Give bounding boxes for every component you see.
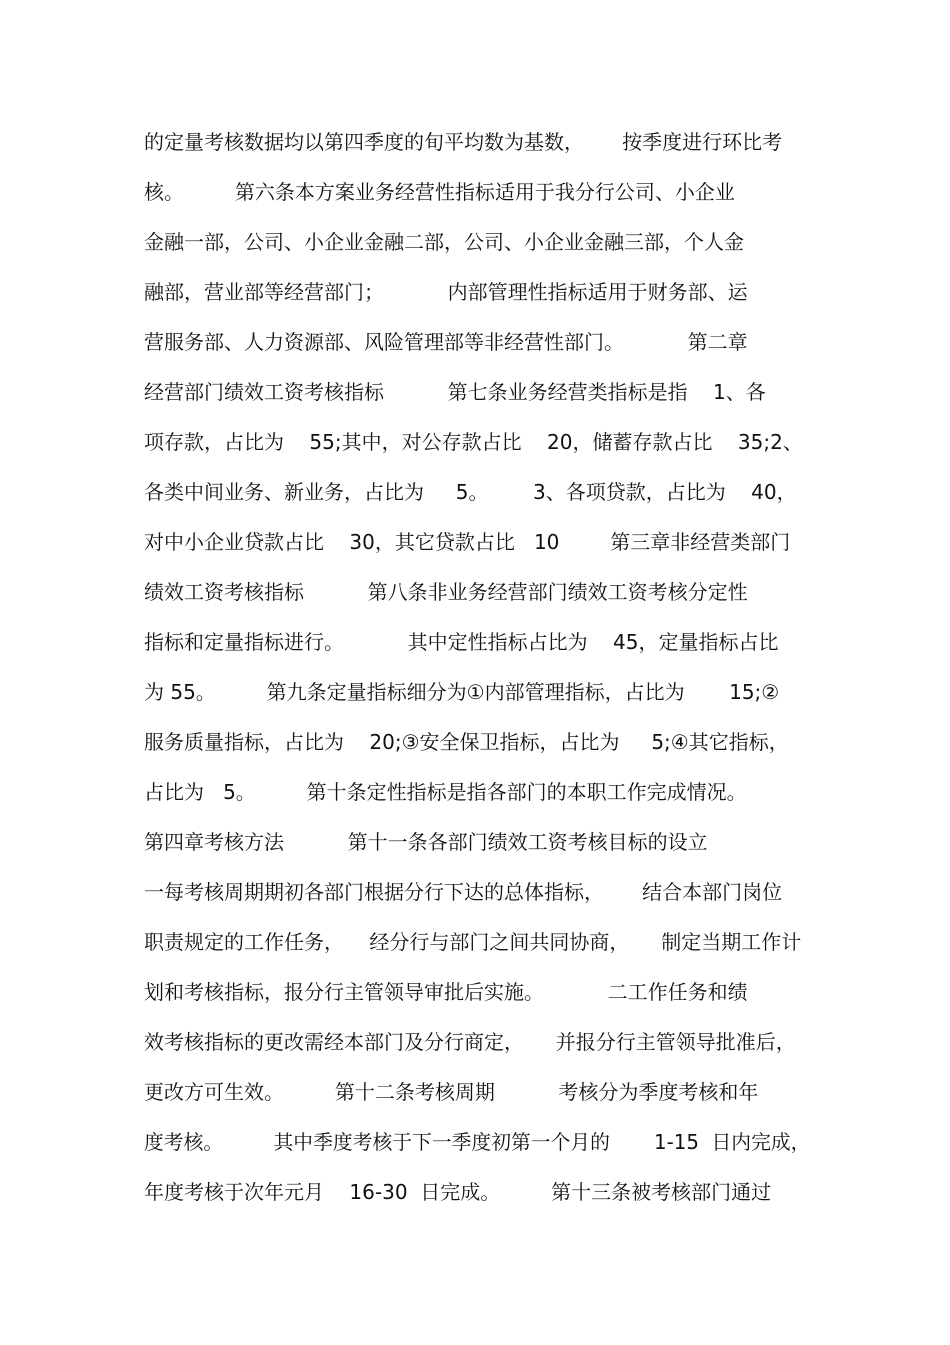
text-line: 对中小企业贷款占比 30，其它贷款占比 10 第三章非经营类部门 xyxy=(144,530,791,554)
text-line: 服务质量指标，占比为 20;③安全保卫指标，占比为 5;④其它指标， xyxy=(144,730,789,754)
text-line: 融部，营业部等经营部门； 内部管理性指标适用于财务部、运 xyxy=(144,280,748,304)
text-line: 为 55。 第九条定量指标细分为①内部管理指标，占比为 15;② xyxy=(144,680,780,704)
text-line: 划和考核指标，报分行主管领导审批后实施。 二工作任务和绩 xyxy=(144,980,748,1004)
text-line: 更改方可生效。 第十二条考核周期 考核分为季度考核和年 xyxy=(144,1080,759,1104)
text-line: 营服务部、人力资源部、风险管理部等非经营性部门。 第二章 xyxy=(144,330,748,354)
text-line: 指标和定量指标进行。 其中定性指标占比为 45，定量指标占比 xyxy=(144,630,779,654)
text-line: 效考核指标的更改需经本部门及分行商定， 并报分行主管领导批准后， xyxy=(144,1030,796,1054)
text-line: 一每考核周期期初各部门根据分行下达的总体指标， 结合本部门岗位 xyxy=(144,880,783,904)
text-line: 年度考核于次年元月 16-30 日完成。 第十三条被考核部门通过 xyxy=(144,1180,772,1204)
text-line: 项存款，占比为 55;其中，对公存款占比 20，储蓄存款占比 35;2、 xyxy=(144,430,803,454)
text-line: 第四章考核方法 第十一条各部门绩效工资考核目标的设立 xyxy=(144,830,708,854)
text-line: 各类中间业务、新业务，占比为 5。 3、各项贷款，占比为 40， xyxy=(144,480,797,504)
text-line: 绩效工资考核指标 第八条非业务经营部门绩效工资考核分定性 xyxy=(144,580,748,604)
text-line: 占比为 5。 第十条定性指标是指各部门的本职工作完成情况。 xyxy=(144,780,747,804)
text-line: 度考核。 其中季度考核于下一季度初第一个月的 1-15 日内完成， xyxy=(144,1130,811,1154)
text-line: 金融一部，公司、小企业金融二部，公司、小企业金融三部，个人金 xyxy=(144,230,744,254)
text-line: 核。 第六条本方案业务经营性指标适用于我分行公司、小企业 xyxy=(144,180,735,204)
text-line: 经营部门绩效工资考核指标 第七条业务经营类指标是指 1、各 xyxy=(144,380,766,404)
text-line: 职责规定的工作任务， 经分行与部门之间共同协商， 制定当期工作计 xyxy=(144,930,802,954)
text-line: 的定量考核数据均以第四季度的旬平均数为基数， 按季度进行环比考 xyxy=(144,130,783,154)
